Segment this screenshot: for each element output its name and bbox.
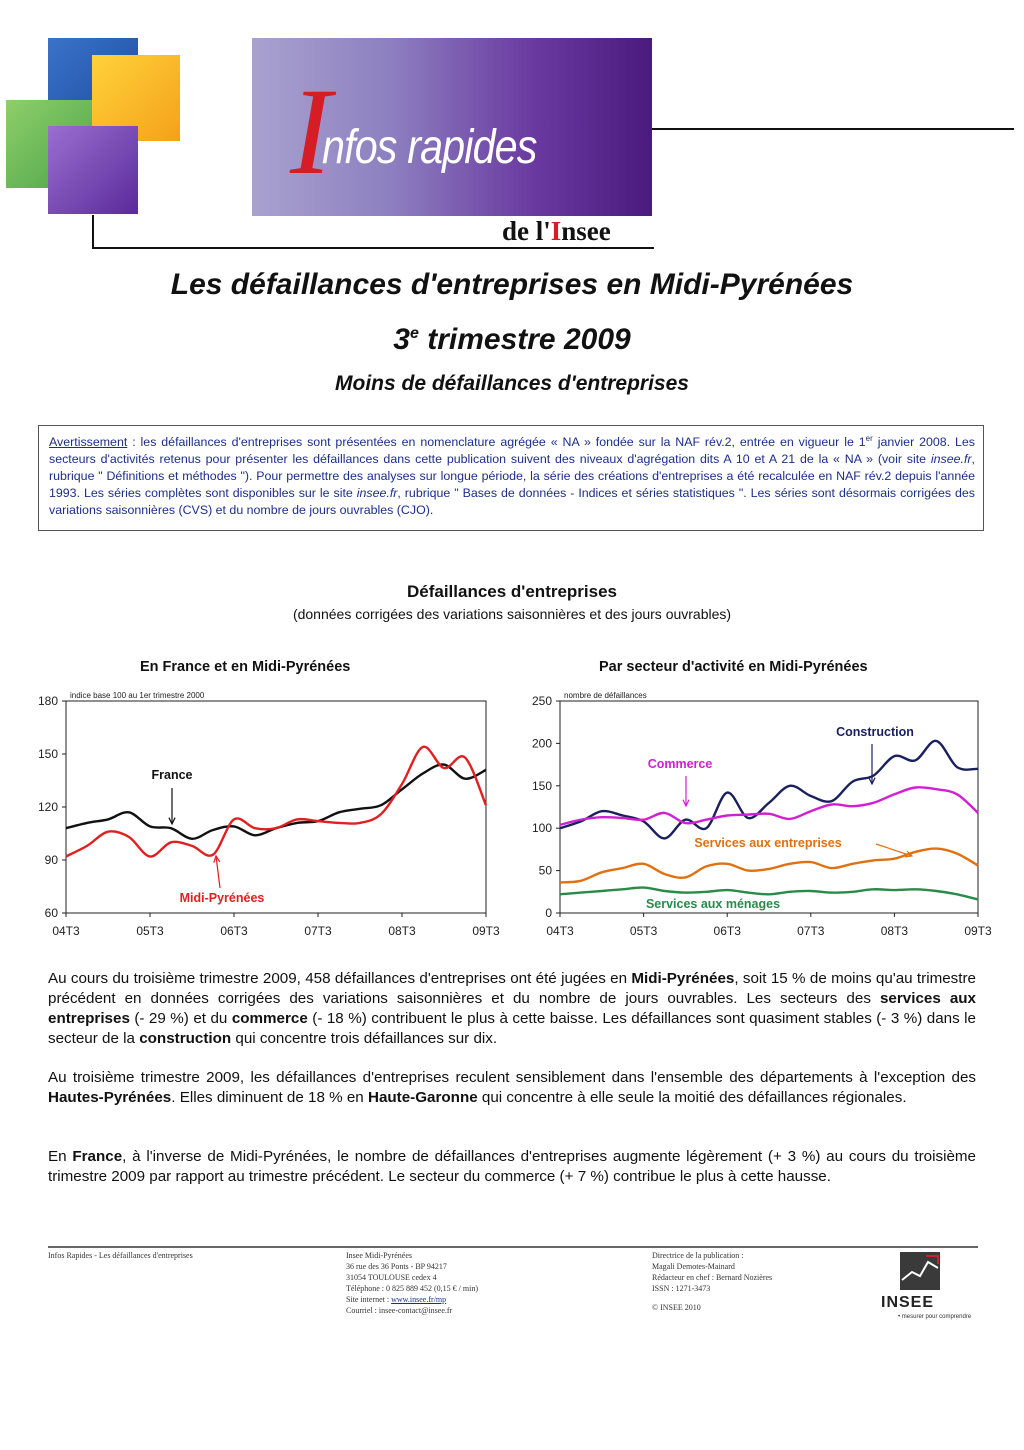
insee-logo-text: INSEE (881, 1294, 935, 1311)
y-tick-label: 150 (531, 778, 552, 793)
plot-frame (66, 701, 486, 913)
y-tick-label: 90 (44, 853, 58, 867)
logo-square-purple (48, 126, 138, 214)
series-line-2 (560, 849, 978, 883)
series-line-1 (66, 747, 486, 857)
warning-site-2: insee.fr (356, 486, 398, 501)
footer-left: Infos Rapides - Les défaillances d'entreprises (48, 1251, 193, 1260)
warning-box (38, 425, 984, 531)
insee-initial: I (550, 216, 562, 246)
footer-addr-3: 31054 TOULOUSE cedex 4 (346, 1273, 437, 1282)
paragraph-1 (48, 969, 976, 1049)
y-tick-label: 60 (44, 906, 58, 920)
x-tick-label: 04T3 (52, 924, 80, 938)
p2-d: Haute-Garonne (367, 1089, 478, 1106)
section-title: Défaillances d'entreprises (406, 582, 618, 601)
y-tick-label: 150 (37, 747, 58, 761)
p2-b: Hautes-Pyrénées (48, 1089, 172, 1106)
x-tick-label: 08T3 (880, 924, 909, 938)
warning-text-4: , rubrique " Bases de données - Indices et séries statistiques ". Les séries sont désormais corrigées des variations saisonnières (CVS) et du nombre de jours ouvrables (CJO). (49, 486, 975, 518)
footer-addr-2: 36 rue des 36 Ponts - BP 94217 (346, 1262, 447, 1271)
p1-g: (- 18 %) contribuent le plus à cette baisse. Les défaillances sont quasiment stables (- 3 %) dans le secteur de la (48, 1010, 976, 1047)
p3-c: , à l'inverse de Midi-Pyrénées, le nombre de défaillances d'entreprises augmente légèrement (+ 3 %) au cours du troisième trimestre 2009 par rapport au trimestre précédent. Le secteur du commerce (+ 7 %) contribue le plus à cette hausse. (48, 1148, 976, 1185)
series-line-1 (560, 787, 978, 825)
footer-addr-4: Téléphone : 0 825 889 452 (0,15 € / min) (346, 1284, 478, 1293)
page-title-period (0, 323, 1024, 357)
x-tick-label: 08T3 (388, 924, 416, 938)
section-subtitle: (données corrigées des variations saisonnières et des jours ouvrables) (292, 606, 732, 622)
annotation-label: Commerce (647, 757, 713, 771)
footer-pub-3: Rédacteur en chef : Bernard Nozières (652, 1273, 773, 1282)
footer-publication (652, 1250, 772, 1313)
footer-addr-5 (346, 1294, 478, 1305)
x-tick-label: 06T3 (713, 924, 741, 938)
footer-address (346, 1250, 478, 1316)
footer-site-link[interactable]: www.insee.fr/mp (391, 1295, 447, 1304)
plot-frame (560, 701, 978, 913)
p2-e: qui concentre à elle seule la moitié des défaillances régionales. (477, 1089, 907, 1106)
p1-f: commerce (231, 1010, 308, 1027)
footer-pub-5: © INSEE 2010 (652, 1303, 701, 1312)
annotation-label: Construction (836, 725, 914, 739)
x-tick-label: 09T3 (964, 924, 992, 938)
warning-sup: er (865, 434, 873, 443)
x-tick-label: 06T3 (220, 924, 248, 938)
banner-title: nfos rapides (322, 121, 537, 174)
p3-a: En (48, 1148, 73, 1165)
paragraph-2 (48, 1068, 976, 1108)
insee-logo-tagline: • mesurer pour comprendre (898, 1314, 972, 1320)
chart-secteurs (520, 684, 1000, 946)
x-tick-label: 07T3 (797, 924, 825, 938)
footer-addr-1: Insee Midi-Pyrénées (346, 1251, 412, 1260)
title-sup: e (409, 325, 419, 342)
footer-pub-4: ISSN : 1271-3473 (652, 1284, 711, 1293)
x-tick-label: 09T3 (472, 924, 500, 938)
annotation-label: France (151, 768, 193, 782)
y-tick-label: 200 (531, 736, 552, 751)
de-text: de l' (502, 216, 551, 246)
p1-h: construction (139, 1030, 232, 1047)
x-tick-label: 05T3 (136, 924, 164, 938)
y-tick-label: 100 (531, 821, 552, 836)
p1-a: Au cours du troisième trimestre 2009, 458 défaillances d'entreprises ont été jugées en (48, 970, 632, 987)
warning-label: Avertissement (49, 435, 128, 450)
page-title: Les défaillances d'entreprises en Midi-Pyrénées (170, 268, 854, 301)
de-linsee (502, 216, 611, 247)
insee-rest: nsee (561, 216, 611, 246)
p3-b: France (72, 1148, 123, 1165)
footer-rule (48, 1246, 978, 1248)
x-tick-label: 05T3 (629, 924, 658, 938)
y-tick-label: 0 (545, 906, 552, 920)
banner-initial: I (290, 63, 332, 200)
p1-c: , soit 15 % de moins qu'au trimestre précédent en données corrigées des variations saisonnières et du nombre de jours ouvrables. Les secteurs des (48, 970, 976, 1007)
series-line-0 (560, 741, 978, 839)
footer-pub-1: Directrice de la publication : (652, 1251, 744, 1260)
annotation-label: Midi-Pyrénées (179, 891, 265, 905)
warning-site-1: insee.fr (930, 452, 972, 467)
p2-c: . Elles diminuent de 18 % en (171, 1089, 368, 1106)
footer-pub-2: Magali Demotes-Mainard (652, 1262, 735, 1271)
y-axis-label: indice base 100 au 1er trimestre 2000 (70, 691, 205, 700)
annotation-label: Services aux ménages (645, 897, 781, 911)
p2-a: Au troisième trimestre 2009, les défaillances d'entreprises reculent sensiblement dans l'ensemble des départements à l'exception des (48, 1069, 976, 1086)
p1-e: (- 29 %) et du (129, 1010, 232, 1027)
header-rule (652, 128, 1014, 130)
x-tick-label: 07T3 (304, 924, 332, 938)
annotation-label: Services aux entreprises (694, 836, 842, 850)
y-axis-label: nombre de défaillances (564, 691, 647, 700)
y-tick-label: 250 (531, 694, 552, 708)
x-tick-label: 04T3 (546, 924, 574, 938)
warning-text-2: janvier 2008. Les secteurs d'activités retenus pour présenter les défaillances dans cette publication suivent des niveaux d'agrégation dits A 10 et A 21 de la « NA » (voir site (49, 435, 975, 467)
page-subtitle: Moins de défaillances d'entreprises (335, 372, 689, 395)
chart-france-midi-pyrenees (20, 684, 510, 946)
p1-i: qui concentre trois défaillances sur dix. (231, 1030, 498, 1047)
p1-b: Midi-Pyrénées (631, 970, 735, 987)
annotation-arrow (876, 844, 912, 856)
y-tick-label: 180 (37, 694, 58, 708)
title-num: 3 (393, 323, 410, 356)
p1-d: services aux entreprises (48, 990, 976, 1027)
chart2-title: Par secteur d'activité en Midi-Pyrénées (599, 659, 868, 675)
footer-site-label: Site internet : (346, 1295, 392, 1304)
title-rest: trimestre 2009 (418, 323, 631, 356)
y-tick-label: 50 (538, 863, 552, 878)
warning-text-1: : les défaillances d'entreprises sont présentées en nomenclature agrégée « NA » fondée sur la NAF rév.2, entrée en vigueur le 1 (127, 435, 866, 450)
warning-text-3: , rubrique " Définitions et méthodes "). Pour permettre des analyses sur longue période, la série des créations d'entreprises a été recalculée en NAF rév.2 depuis l'année 1993. Les séries complètes sont disponibles sur le site (49, 452, 975, 501)
footer-addr-6: Courriel : insee-contact@insee.fr (346, 1306, 453, 1315)
paragraph-3 (48, 1147, 976, 1187)
y-tick-label: 120 (37, 800, 58, 814)
chart1-title: En France et en Midi-Pyrénées (140, 659, 351, 675)
insee-logo-icon (898, 1250, 942, 1292)
